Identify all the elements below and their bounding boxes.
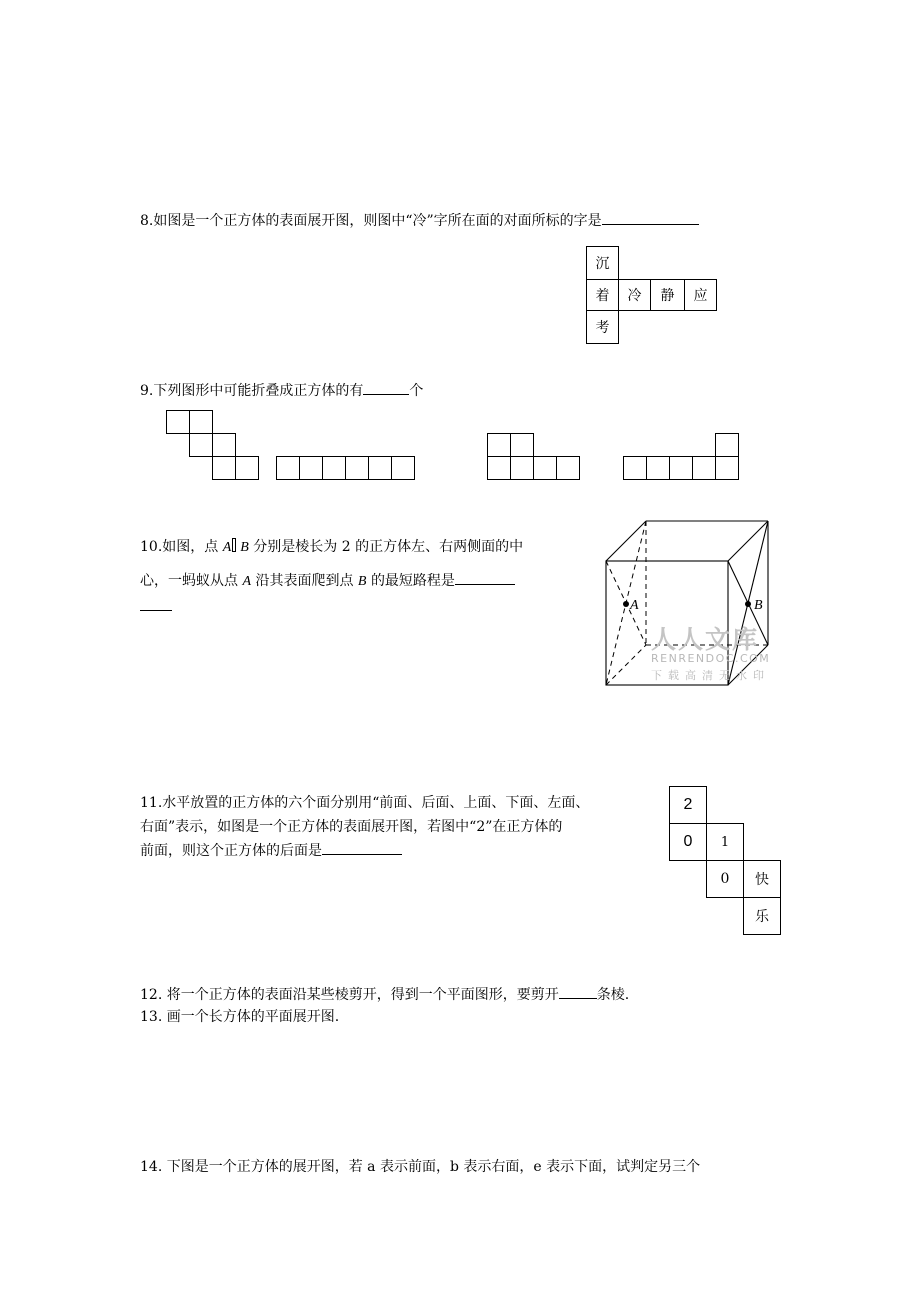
text-cursor-artifact [232,538,236,552]
answer-blank [455,568,515,585]
point-a-label: A [630,598,639,613]
net-cell: 沉 [586,246,619,279]
net-square [715,433,739,457]
net-square [669,456,693,480]
net-cell: 2 [669,786,707,824]
net-square [212,433,236,457]
net-square [166,410,190,434]
question-10-line-1 [140,534,523,561]
question-12-unit: 条棱. [596,987,630,1003]
net-square [646,456,670,480]
net-square [623,456,647,480]
question-9 [140,378,423,404]
question-13: 13. 画一个长方体的平面展开图. [140,1009,340,1025]
answer-blank [363,378,409,395]
question-10-text: 分别是棱长为 2 的正方体左、右两侧面的中 [253,539,524,555]
net-square [487,433,511,457]
question-9-unit: 个 [409,383,424,399]
net-square [189,410,213,434]
net-square [276,456,300,480]
net-cell: 冷 [618,279,651,311]
net-square [715,456,739,480]
question-10-text: 10.如图，点 [140,539,219,555]
question-10-text: 的最短路程是 [370,573,455,589]
point-a-label: A [242,574,252,589]
question-11-line-3 [140,838,402,864]
watermark-title: 人人文库 [651,625,760,654]
net-cell: 0 [669,823,707,861]
point-b [745,601,751,607]
net-cell: 1 [706,823,744,861]
net-cell: 快 [743,860,781,898]
cube-edge [728,521,768,561]
net-square [533,456,557,480]
net-cell: 应 [684,279,717,311]
net-square [189,433,213,457]
net-square [235,456,259,480]
cube-edge [606,521,646,561]
net-square [556,456,580,480]
question-11-line-1: 11.水平放置的正方体的六个面分别用“前面、后面、上面、下面、左面、 [140,795,590,811]
net-square [322,456,346,480]
net-cell: 0 [706,860,744,898]
answer-blank-continuation [140,610,172,611]
answer-blank [602,208,699,225]
point-b-label: B [240,540,249,555]
net-square [692,456,716,480]
net-square [345,456,369,480]
net-square [299,456,323,480]
net-square [487,456,511,480]
question-8 [140,208,699,234]
net-square [368,456,392,480]
watermark-slogan: 下载高清无水印 [651,669,770,682]
answer-blank [559,982,597,999]
question-12-text: 12. 将一个正方体的表面沿某些棱剪开，得到一个平面图形，要剪开 [140,987,559,1003]
answer-blank [322,838,402,855]
hidden-edge [606,645,646,685]
net-cell: 考 [586,310,619,344]
question-10-line-2 [140,568,515,595]
watermark-site: RENRENDOC.COM [651,652,771,665]
net-cell: 着 [586,279,619,311]
point-b-label: B [754,598,763,613]
question-11-text: 前面，则这个正方体的后面是 [140,843,322,859]
net-square [510,456,534,480]
question-14: 14. 下图是一个正方体的展开图，若 a 表示前面，b 表示右面，e 表示下面，试判定另三个 [140,1159,701,1175]
net-square [391,456,415,480]
question-11-line-2: 右面”表示，如图是一个正方体的表面展开图，若图中“2”在正方体的 [140,819,563,835]
question-10-text: 心，一蚂蚁从点 [140,573,238,589]
point-a-label: A [222,540,232,555]
net-cell: 静 [650,279,685,311]
question-8-text: 8.如图是一个正方体的表面展开图，则图中“冷”字所在面的对面所标的字是 [140,213,602,229]
point-a [623,601,629,607]
question-10-text: 沿其表面爬到点 [255,573,354,589]
net-cell: 乐 [743,897,781,935]
net-square [510,433,534,457]
question-9-text: 9.下列图形中可能折叠成正方体的有 [140,383,364,399]
point-b-label: B [357,574,367,589]
net-square [212,456,236,480]
